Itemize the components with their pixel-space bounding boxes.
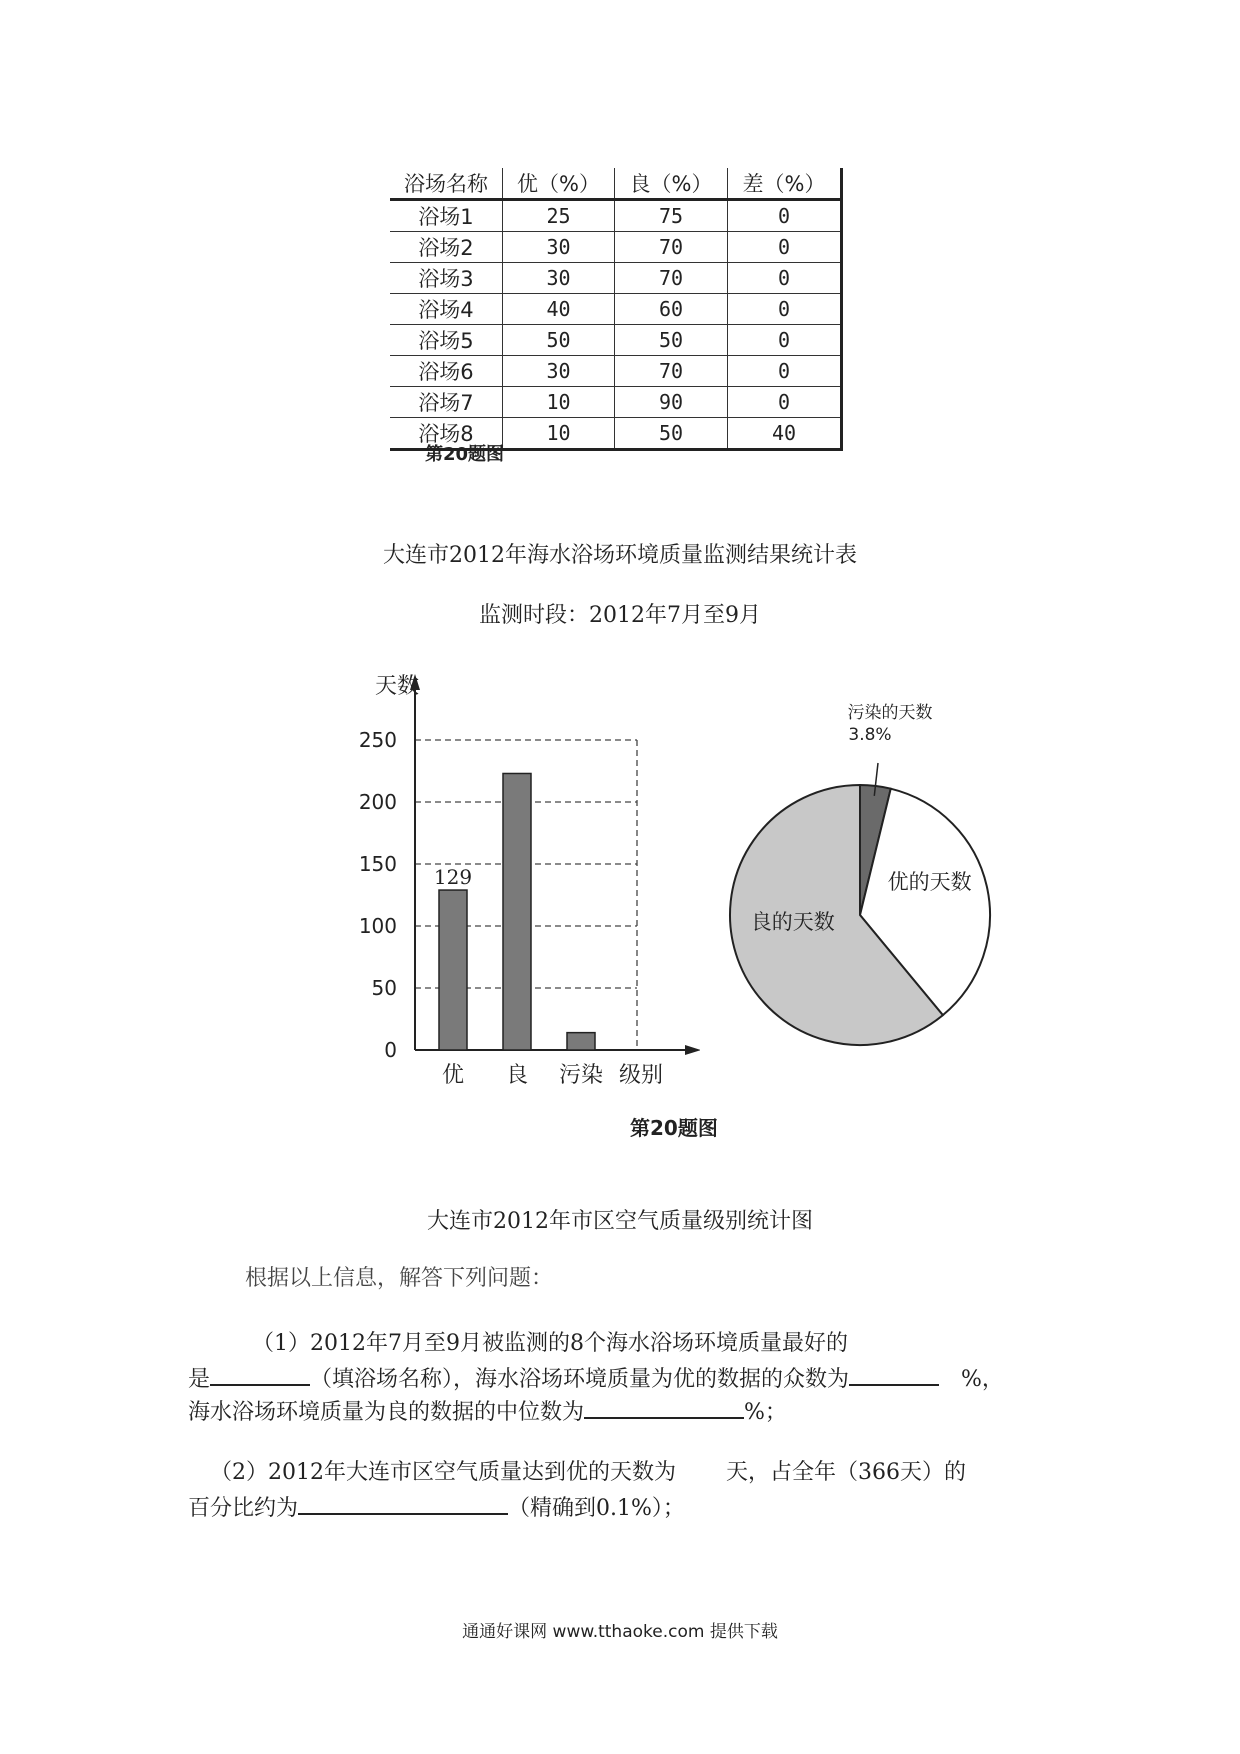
pie-label-excellent: 优的天数	[887, 869, 972, 894]
table-row	[390, 200, 842, 232]
table-row	[390, 232, 842, 263]
q1-line2	[188, 1360, 1004, 1396]
table-cell: 0	[728, 387, 842, 418]
q1-line1: （1）2012年7月至9月被监测的8个海水浴场环境质量最好的	[252, 1331, 848, 1356]
q1-line3	[188, 1393, 787, 1429]
q1-line3-end: %；	[744, 1400, 787, 1425]
table-cell: 浴场3	[390, 263, 503, 294]
y-axis-label: 天数	[375, 674, 420, 699]
table-cell: 70	[615, 232, 728, 263]
table-row	[390, 325, 842, 356]
table-row	[390, 294, 842, 325]
answer-blank-median[interactable]	[584, 1393, 744, 1419]
air-quality-bar-chart	[340, 660, 700, 1100]
table-cell: 30	[503, 356, 615, 387]
table-cell: 浴场8	[390, 418, 503, 450]
table-cell: 0	[728, 200, 842, 232]
table-subtitle: 监测时段：2012年7月至9月	[479, 603, 761, 628]
bar-1	[439, 890, 467, 1050]
y-tick-label: 250	[358, 728, 397, 752]
table-cell: 浴场2	[390, 232, 503, 263]
y-tick-label: 200	[358, 790, 397, 814]
table-row	[390, 387, 842, 418]
table-cell: 0	[728, 294, 842, 325]
q1-line3-start: 海水浴场环境质量为良的数据的中位数为	[188, 1400, 585, 1425]
table-cell: 0	[728, 325, 842, 356]
table-title: 大连市2012年海水浴场环境质量监测结果统计表	[383, 543, 857, 568]
pie-label-polluted: 污染的天数	[847, 703, 933, 723]
x-axis-label: 级别	[618, 1063, 664, 1088]
pie-value-polluted: 3.8%	[848, 725, 892, 745]
table-cell: 40	[728, 418, 842, 450]
q1-line2-start: 是	[188, 1367, 211, 1392]
table-figure-label: 第20题图	[425, 444, 505, 465]
table-cell: 90	[615, 387, 728, 418]
table-header-row	[390, 168, 842, 200]
q2-line1	[210, 1456, 966, 1489]
q1-line2-end: %，	[961, 1367, 1004, 1392]
table-cell: 70	[615, 356, 728, 387]
table-cell: 0	[728, 263, 842, 294]
pie-label-good: 良的天数	[750, 910, 835, 935]
table-cell: 浴场1	[390, 200, 503, 232]
table-cell: 70	[615, 263, 728, 294]
table-cell: 60	[615, 294, 728, 325]
page-footer: 通通好课网 www.tthaoke.com 提供下载	[462, 1622, 778, 1642]
table-cell: 0	[728, 232, 842, 263]
x-tick-label: 优	[441, 1063, 465, 1088]
q1-line2-mid: （填浴场名称），海水浴场环境质量为优的数据的众数为	[310, 1367, 850, 1392]
q2-line2	[188, 1489, 685, 1525]
table-row	[390, 263, 842, 294]
table-cell: 浴场4	[390, 294, 503, 325]
table-cell: 10	[503, 387, 615, 418]
q2-line1-end: 天，占全年（366天）的	[726, 1460, 966, 1485]
q2-line2-start: 百分比约为	[188, 1496, 299, 1521]
q2-line2-end: （精确到0.1%）；	[508, 1496, 685, 1521]
questions-intro: 根据以上信息，解答下列问题：	[245, 1266, 554, 1291]
table-cell: 50	[615, 325, 728, 356]
bar-2	[503, 773, 531, 1050]
table-cell: 10	[503, 418, 615, 450]
table-cell: 浴场7	[390, 387, 503, 418]
y-tick-label: 0	[384, 1038, 397, 1062]
table-cell: 75	[615, 200, 728, 232]
answer-blank-percentage[interactable]	[298, 1489, 508, 1515]
table-cell: 30	[503, 263, 615, 294]
water-quality-table	[390, 168, 843, 451]
table-cell: 30	[503, 232, 615, 263]
bar-3	[567, 1033, 595, 1050]
x-axis-arrow	[685, 1045, 700, 1055]
chart-figure-label: 第20题图	[630, 1116, 718, 1140]
answer-blank-best-beach[interactable]	[210, 1360, 310, 1386]
air-quality-pie-chart	[700, 690, 1010, 1090]
y-tick-label: 150	[358, 852, 397, 876]
x-tick-label: 良	[505, 1063, 529, 1088]
table-cell: 0	[728, 356, 842, 387]
chart-title: 大连市2012年市区空气质量级别统计图	[427, 1209, 813, 1234]
table-cell: 25	[503, 200, 615, 232]
bar-data-label: 129	[433, 865, 473, 890]
y-tick-label: 50	[371, 976, 397, 1000]
q2-line1-start: （2）2012年大连市区空气质量达到优的天数为	[210, 1460, 676, 1485]
table-cell: 浴场5	[390, 325, 503, 356]
table-row	[390, 356, 842, 387]
table-body	[390, 200, 842, 450]
col-header-excellent: 优（%）	[503, 168, 615, 200]
answer-blank-mode[interactable]	[849, 1360, 939, 1386]
col-header-name: 浴场名称	[390, 168, 503, 200]
col-header-good: 良（%）	[615, 168, 728, 200]
table-cell: 浴场6	[390, 356, 503, 387]
table-cell: 40	[503, 294, 615, 325]
y-tick-label: 100	[358, 914, 397, 938]
table-cell: 50	[503, 325, 615, 356]
table-cell: 50	[615, 418, 728, 450]
x-tick-label: 污染	[558, 1063, 604, 1088]
col-header-poor: 差（%）	[728, 168, 842, 200]
